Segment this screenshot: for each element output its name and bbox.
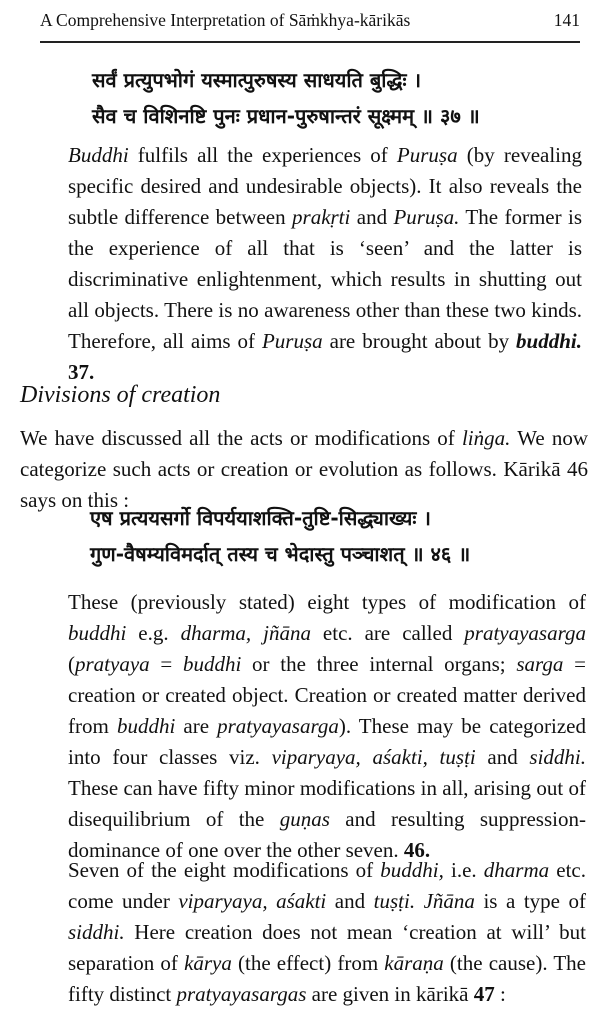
term: siddhi.: [529, 745, 586, 769]
text: etc. are called: [310, 621, 465, 645]
term: Puruṣa: [396, 143, 458, 167]
verse-line: सर्वं प्रत्युपभोगं यस्मात्पुरुषस्य साधयति बुद्धिः ।: [92, 68, 422, 92]
commentary-paragraph: [68, 587, 586, 866]
header-rule: [40, 41, 580, 43]
text: fulfils all the experiences of: [128, 143, 397, 167]
section-heading: Divisions of creation: [20, 382, 221, 408]
text: Here creation does not mean ‘creation at will’ but separation of: [68, 920, 586, 975]
verse-46: [90, 500, 470, 572]
verse-number: 46.: [403, 838, 431, 862]
term: pratyayasarga: [464, 621, 586, 645]
term: viparyaya, aśakti: [178, 889, 327, 913]
term: dharma: [483, 858, 550, 882]
page-number: 141: [553, 10, 580, 30]
term: liṅga.: [461, 426, 511, 450]
term: guṇas: [279, 807, 330, 831]
term: tuṣṭi. Jñāna: [373, 889, 475, 913]
commentary-paragraph: [68, 140, 582, 388]
term: buddhi: [68, 621, 127, 645]
term: viparyaya, aśakti, tuṣṭi: [271, 745, 476, 769]
term: pratyayasarga: [217, 714, 339, 738]
text: and resulting suppression-dominance of one over the other seven.: [68, 807, 586, 862]
text: etc. come under: [68, 858, 587, 913]
term: kāraṇa: [384, 951, 444, 975]
term: siddhi.: [68, 920, 125, 944]
text: are brought about by: [322, 329, 517, 353]
text: i.e.: [443, 858, 484, 882]
text: or the three internal organs;: [241, 652, 517, 676]
verse-number: 37.: [68, 360, 95, 384]
text: (the effect) from: [231, 951, 385, 975]
verse-37: [92, 62, 480, 134]
text: (: [68, 652, 75, 676]
text: are given in kārikā: [306, 982, 474, 1006]
term: buddhi.: [516, 329, 582, 353]
verse-line: सैव च विशिनष्टि पुनः प्रधान-पुरुषान्तरं सूक्ष्मम् ॥ ३७ ॥: [92, 104, 480, 128]
text: These (previously stated) eight types of modification of: [68, 590, 586, 614]
term: kārya: [184, 951, 232, 975]
term: buddhi: [182, 652, 242, 676]
term: pratyaya: [75, 652, 150, 676]
term: pratyayasargas: [176, 982, 307, 1006]
running-title: A Comprehensive Interpretation of Sāṁkhya-kārikās: [40, 10, 411, 30]
term: buddhi: [116, 714, 176, 738]
running-header: [40, 10, 580, 31]
text: =: [149, 652, 183, 676]
verse-line: गुण-वैषम्यविमर्दात् तस्य च भेदास्तु पञ्चाशत् ॥ ४६ ॥: [90, 542, 471, 566]
text: and: [475, 745, 530, 769]
text: (the cause). The fifty distinct: [68, 951, 586, 1006]
term: dharma, jñāna: [180, 621, 311, 645]
body-paragraph: [68, 855, 586, 1010]
term: buddhi,: [380, 858, 444, 882]
verse-number: 47: [473, 982, 495, 1006]
text: We now categorize such acts or creation or evolution as follows. Kārikā 46 says on this :: [20, 426, 588, 512]
term: prakṛti: [292, 205, 351, 229]
text: Seven of the eight modifications of: [68, 858, 381, 882]
text: = creation or created object. Creation or created matter derived from: [68, 652, 587, 738]
text: are: [175, 714, 218, 738]
text: ). These may be categorized into four classes viz.: [68, 714, 587, 769]
text: e.g.: [126, 621, 181, 645]
verse-line: एष प्रत्ययसर्गो विपर्ययाशक्ति-तुष्टि-सिद्ध्याख्यः ।: [90, 506, 431, 530]
text: These can have fifty minor modifications in all, arising out of disequilibrium of the: [68, 776, 586, 831]
text: and: [326, 889, 374, 913]
text: (by revealing specific desired and undesirable objects). It also reveals the subtle difference between: [68, 143, 583, 229]
term: Buddhi: [68, 143, 129, 167]
text: We have discussed all the acts or modifications of: [20, 426, 462, 450]
text: :: [494, 982, 506, 1006]
text: and: [350, 205, 394, 229]
term: Puruṣa: [261, 329, 323, 353]
term: sarga: [516, 652, 564, 676]
text: The former is the experience of all that is ‘seen’ and the latter is discriminative enlightenment, which results in shutting out all objects. There is no awareness other than these two kinds. Therefore, all aims of: [68, 205, 582, 353]
text: is a type of: [474, 889, 586, 913]
term: Puruṣa.: [393, 205, 460, 229]
